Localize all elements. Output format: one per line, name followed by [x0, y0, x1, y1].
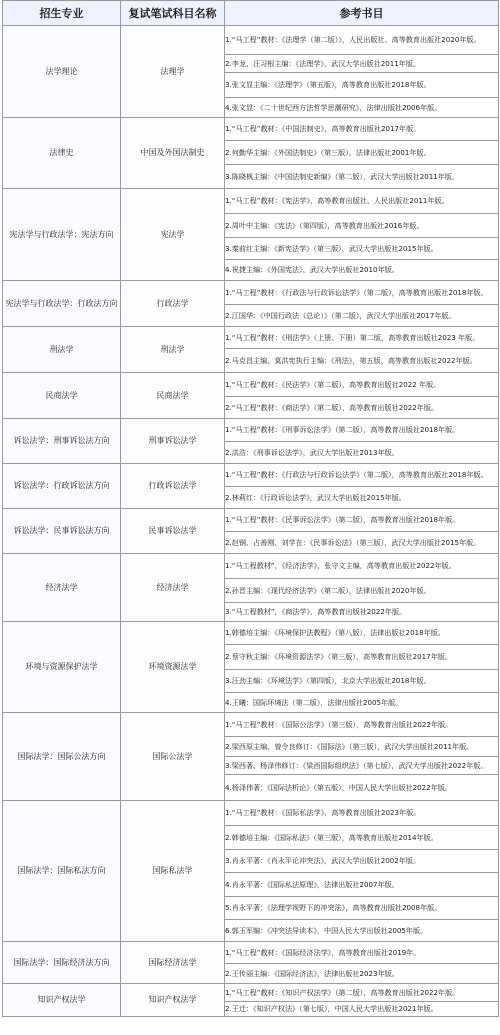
- reference-book-cell: 1.“马工程”教材：《国际私法学》，高等教育出版社2023年版。: [225, 801, 499, 826]
- major-cell: 诉讼法学：民事诉讼法方向: [3, 509, 121, 554]
- table-row: [3, 373, 499, 397]
- table-row: [3, 118, 499, 141]
- header-subject: 复试笔试科目名称: [121, 1, 225, 26]
- major-cell: 民商法学: [3, 373, 121, 419]
- reference-book-cell: 5.肖永平著：《法理学视野下的冲突法》，高等教育出版社2008年版。: [225, 897, 499, 920]
- subject-cell: 民事诉讼法学: [121, 509, 225, 554]
- reference-book-cell: 1.“马工程”教材：《宪法学》，高等教育出版社、人民出版社2011年版。: [225, 189, 499, 214]
- header-books: 参考书目: [225, 1, 499, 26]
- subject-cell: 行政诉讼法学: [121, 464, 225, 509]
- subject-cell: 刑事诉讼法学: [121, 419, 225, 464]
- subject-cell: 刑法学: [121, 327, 225, 373]
- reference-book-cell: 2.何勤华主编：《外国法制史》（第三版），法律出版社2001年版。: [225, 141, 499, 165]
- reference-book-cell: 2.林莉红：《行政诉讼法学》，武汉大学出版社2015年版。: [225, 487, 499, 509]
- subject-cell: 环境资源法学: [121, 622, 225, 713]
- header-major: 招生专业: [3, 1, 121, 26]
- subject-cell: 宪法学: [121, 189, 225, 281]
- reference-book-cell: 2.韩德培主编：《国际私法》（第三版），高等教育出版社2014年版。: [225, 826, 499, 850]
- table-row: [3, 464, 499, 487]
- subject-cell: 中国及外国法制史: [121, 118, 225, 189]
- reference-book-cell: 1.“马工程”教材：《法理学（第二版）》，人民出版社、高等教育出版社2020年版。: [225, 26, 499, 55]
- subject-cell: 国际公法学: [121, 713, 225, 801]
- table-row: [3, 984, 499, 1002]
- subject-cell: 行政法学: [121, 281, 225, 327]
- reference-book-cell: 1.“马工程”教材：《国际公法学》（第三版），高等教育出版社2022年版。: [225, 713, 499, 737]
- reference-book-cell: 2.“马工程”教材：《商法学》（第二版），高等教育出版社2022年版。: [225, 397, 499, 419]
- reference-books-table: [2, 0, 499, 1017]
- reference-book-cell: 1.“马工程”教材：《国际经济法学》，高等教育出版社2019年。: [225, 942, 499, 964]
- reference-book-cell: 3.张文显主编：《法理学》（第五版），高等教育出版社2018年版。: [225, 73, 499, 98]
- table-row: [3, 509, 499, 532]
- reference-book-cell: 1.“马工程教材”，《经济法学》，张守文主编，高等教育出版社2022年版。: [225, 554, 499, 579]
- reference-book-cell: 1.韩德培主编：《环境保护法教程》（第八版），法律出版社2018年版。: [225, 622, 499, 645]
- major-cell: 经济法学: [3, 554, 121, 622]
- table-header-row: [3, 1, 499, 26]
- reference-book-cell: 1.“马工程”教材：《刑事诉讼法学》（第二版），高等教育出版社2018年版。: [225, 419, 499, 442]
- reference-book-cell: 1.“马工程”教材：《知识产权法学》（第二版），高等教育出版社2022年版。: [225, 984, 499, 1002]
- reference-book-cell: 4.张文显：《二十世纪西方法哲学思潮研究》，法律出版社2006年版。: [225, 98, 499, 118]
- reference-book-cell: 3.肖永平著：《肖永平论冲突法》，武汉大学出版社2002年版。: [225, 850, 499, 873]
- table-row: [3, 281, 499, 305]
- reference-book-cell: 3.秦前红主编：《新宪法学》（第三版），武汉大学出版社2015年版。: [225, 238, 499, 260]
- table-row: [3, 942, 499, 964]
- subject-cell: 知识产权法学: [121, 984, 225, 1017]
- reference-book-cell: 1.“马工程”教材：《行政法与行政诉讼法学》（第二版），高等教育出版社2018年版。: [225, 464, 499, 487]
- reference-book-cell: 2.孙晋主编：《现代经济法学》（第二版），法律出版社2020年版。: [225, 579, 499, 603]
- reference-book-cell: 3.梁西著、杨泽伟修订：《梁西国际组织法》（第七版），武汉大学出版社2022年版。: [225, 757, 499, 775]
- major-cell: 刑法学: [3, 327, 121, 373]
- reference-book-cell: 6.郭玉军编：《冲突法导读本》，中国人民大学出版社2005年版。: [225, 920, 499, 942]
- reference-book-cell: 4.王曦：国际环境法（第二版），法律出版社2005年版。: [225, 693, 499, 713]
- reference-book-cell: 3.陈晓枫主编：《中国法制史新编》（第二版），武汉大学出版社2011年版。: [225, 165, 499, 189]
- major-cell: 法学理论: [3, 26, 121, 118]
- reference-book-cell: 4.祝捷主编：《外国宪法》，武汉大学出版社2010年版。: [225, 260, 499, 281]
- table-row: [3, 327, 499, 349]
- table-body: [3, 26, 499, 1017]
- table-row: [3, 622, 499, 645]
- major-cell: 法律史: [3, 118, 121, 189]
- reference-book-cell: 2.赵钢、占善刚、刘学在：《民事诉讼法》（第三版），武汉大学出版社2015年版。: [225, 532, 499, 554]
- table-row: [3, 419, 499, 442]
- reference-book-cell: 2.王传丽主编：《国际经济法》，法律出版社2023年版。: [225, 964, 499, 984]
- subject-cell: 国际私法学: [121, 801, 225, 942]
- table-row: [3, 554, 499, 579]
- reference-book-cell: 1.“马工程”教材：《中国法制史》，高等教育出版社2017年版。: [225, 118, 499, 141]
- reference-book-cell: 2.江国华：《中国行政法（总论）》（第二版），武汉大学出版社2017年版。: [225, 305, 499, 327]
- subject-cell: 经济法学: [121, 554, 225, 622]
- reference-book-cell: 4.杨泽伟著：《国际法析论》（第五版），中国人民大学出版社2022年版。: [225, 775, 499, 801]
- major-cell: 宪法学与行政法学：行政法方向: [3, 281, 121, 327]
- major-cell: 环境与资源保护法学: [3, 622, 121, 713]
- reference-book-cell: 1.“马工程”教材：《刑法学》（上册、下册）第二版，高等教育出版社2023 年版。: [225, 327, 499, 349]
- reference-book-cell: 1.“马工程”教材：《行政法与行政诉讼法学》（第二版），高等教育出版社2018年版。: [225, 281, 499, 305]
- major-cell: 知识产权法学: [3, 984, 121, 1017]
- major-cell: 国际法学：国际私法方向: [3, 801, 121, 942]
- major-cell: 诉讼法学：刑事诉讼法方向: [3, 419, 121, 464]
- table-row: [3, 26, 499, 55]
- reference-book-cell: 1.“马工程”教材：《民法学》（第二版），高等教育出版社2022 年版。: [225, 373, 499, 397]
- reference-book-cell: 3.“马工程教材”，《商法学》，高等教育出版社2022年版。: [225, 603, 499, 622]
- major-cell: 宪法学与行政法学：宪法方向: [3, 189, 121, 281]
- reference-book-cell: 2.周叶中主编：《宪法》（第四版），高等教育出版社2016年版。: [225, 214, 499, 238]
- reference-book-cell: 4.肖永平著：《国际私法原理》，法律出版社2007年版。: [225, 873, 499, 897]
- reference-book-cell: 3.汪劲主编：《环境法学》（第四版），北京大学出版社2018年版。: [225, 670, 499, 693]
- reference-book-cell: 2.马克昌主编、莫洪宪执行主编：《刑法》，第五版，高等教育出版社2022年版。: [225, 349, 499, 373]
- table-row: [3, 713, 499, 737]
- subject-cell: 国际经济法学: [121, 942, 225, 984]
- reference-book-cell: 2.蔡守秋主编：《环境资源法学》（第三版），高等教育出版社2017年版。: [225, 645, 499, 670]
- major-cell: 诉讼法学：行政诉讼法方向: [3, 464, 121, 509]
- major-cell: 国际法学：国际公法方向: [3, 713, 121, 801]
- major-cell: 国际法学：国际经济法方向: [3, 942, 121, 984]
- reference-book-cell: 1.“马工程”教材：《民事诉讼法学》（第二版），高等教育出版社2018年版。: [225, 509, 499, 532]
- reference-book-cell: 2.王迁：《知识产权法》（第七版），中国人民大学出版社2021年版。: [225, 1002, 499, 1017]
- table-row: [3, 189, 499, 214]
- reference-book-cell: 2.李龙、汪习根主编：《法理学》，武汉大学出版社2011年版。: [225, 55, 499, 73]
- table-row: [3, 801, 499, 826]
- subject-cell: 法理学: [121, 26, 225, 118]
- reference-book-cell: 2.洪浩：《刑事诉讼法学》，武汉大学出版社2013年版。: [225, 442, 499, 464]
- reference-book-cell: 2.梁西原主编、曾令良修订：《国际法》（第三版），武汉大学出版社2011年版。: [225, 737, 499, 757]
- subject-cell: 民商法学: [121, 373, 225, 419]
